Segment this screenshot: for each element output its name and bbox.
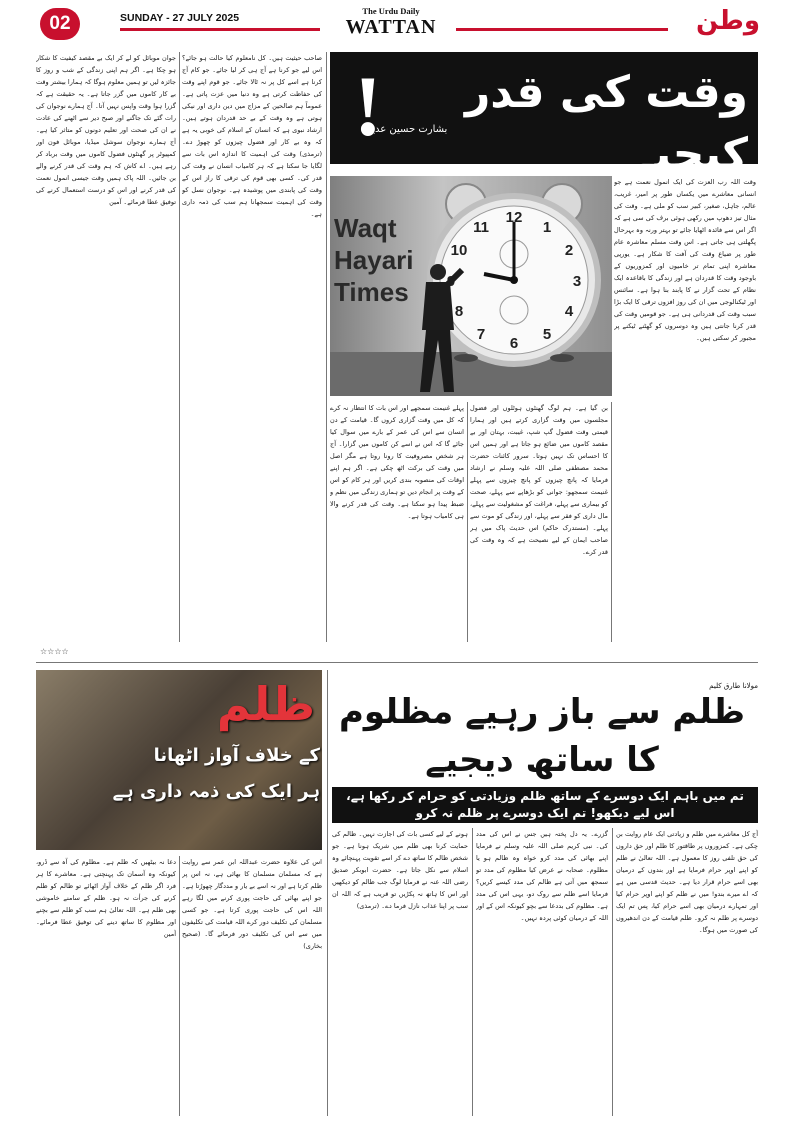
svg-text:5: 5 — [542, 326, 552, 343]
article1-headline-box — [330, 52, 758, 180]
protest-photo — [36, 670, 322, 850]
masthead — [36, 6, 760, 42]
masthead-rule-left — [120, 28, 320, 31]
article2-column-1: آج کل معاشرے میں ظلم و زیادتی ایک عام روایت بن چکی ہے۔ کمزوروں پر طاقتور کا ظلم اور حق داروں کی حق تلفی روز کا معمول ہے۔ اللہ تعالیٰ نے ظلم کو اپنے اوپر حرام فرمایا ہے اور بندوں کے درمیان بھی اسے حرام قرار دیا ہے۔ حدیث قدسی میں ہے کہ اے میرے بندو! میں نے ظلم کو اپنے اوپر حرام کیا اور تمہارے درمیان بھی اسے حرام کیا، پس تم ایک دوسرے پر ظلم نہ کرو۔ ظلم قیامت کے دن اندھیروں کی صورت میں ہوگا۔ — [616, 830, 758, 934]
article1-column-2: بن گیا ہے۔ ہم لوگ گھنٹوں ہوٹلوں اور فضول مجلسوں میں وقت گزاری کرتے ہیں اور ہمارا قیمتی وقت فضول گپ شپ، غیبت، بہتان اور بے مقصد کاموں میں ضائع ہو جاتا ہے اور ہمیں اس کا احساس تک نہیں ہوتا۔ سرور کائنات حضرت محمد مصطفی صلی اللہ علیہ وسلم نے ارشاد فرمایا کہ پانچ چیزوں کو پانچ چیزوں سے پہلے غنیمت سمجھو: جوانی کو بڑھاپے سے پہلے، صحت کو بیماری سے پہلے، فراغت کو مشغولیت سے پہلے، مال داری کو فقر سے پہلے، اور زندگی کو موت سے پہلے۔ (مستدرک حاکم) اس حدیث پاک میں ہر صاحب ایمان کے لیے نصیحت ہے کہ وہ وقت کی قدر کرے۔ — [470, 404, 608, 556]
article1-column-4: صاحب حیثیت ہیں۔ کل نامعلوم کیا حالت ہو جائے؟ اس لیے جو کرنا ہے آج ہی کر لیا جائے۔ جو کام آج کرنا ہے اسے کل پر نہ ٹالا جائے۔ جو قوم اپنے وقت کی حفاظت کرتی ہے وہ دنیا میں عزت پاتی ہے۔ عموماً ہم صالحین کے مزاج میں دین داری اور نیکی ہوتی ہے وہ وقت کے بے حد قدردان ہوتے ہیں۔ ارشاد نبوی ہے کہ انسان کے اسلام کی خوبی یہ ہے کہ وہ بے کار اور فضول چیزوں کو چھوڑ دے۔ (ترمذی) وقت کی اہمیت کا اندازہ اس بات سے لگایا جا سکتا ہے کہ ہر کامیاب انسان نے وقت کی قدر کی۔ کسی بھی قوم کی ترقی کا راز اس کے وقت کی پابندی میں پوشیدہ ہے۔ نوجوان نسل کو وقت کی اہمیت سمجھانا ہم سب کی ذمہ داری ہے۔ — [182, 54, 322, 218]
issue-date: SUNDAY - 27 JULY 2025 — [120, 12, 240, 24]
section-divider — [36, 662, 758, 663]
column-divider — [467, 402, 468, 642]
article2-author: مولانا طارق کلیم — [709, 682, 758, 690]
svg-text:3: 3 — [572, 273, 582, 290]
masthead-rule-right — [456, 28, 668, 31]
svg-text:6: 6 — [509, 335, 519, 352]
clock-photo — [330, 176, 612, 396]
column-divider — [327, 670, 328, 1116]
article1-title: وقت کی قدر کیجیے — [464, 67, 748, 180]
column-divider — [326, 52, 327, 642]
article2-column-3: ہونے کے لیے کسی بات کی اجازت نہیں۔ ظالم کی حمایت کرنا بھی ظلم میں شریک ہونا ہے۔ جو شخص ظالم کا ساتھ دے کر اسے تقویت پہنچائے وہ اسلام سے نکل جاتا ہے۔ حضرت ابوبکر صدیق رضی اللہ عنہ نے فرمایا لوگ جب ظالم کو دیکھیں اور اس کا ہاتھ نہ پکڑیں تو قریب ہے کہ اللہ ان سب پر اپنا عذاب نازل فرما دے۔ (ترمذی) — [332, 830, 468, 910]
article1-column-3: پہلے غنیمت سمجھے اور اس بات کا انتظار نہ کرے کہ کل میں وقت گزاری کروں گا۔ قیامت کے دن انسان سے اس کی عمر کے بارے میں سوال کیا جائے گا کہ اس نے اسے کن کاموں میں گزارا۔ آج ہر شخص مصروفیت کا رونا روتا ہے مگر اصل میں وقت کی برکت اٹھ چکی ہے۔ اگر ہم اپنے اوقات کی منصوبہ بندی کریں اور ہر کام کو اس کے وقت پر انجام دیں تو ہماری زندگی میں نظم و ضبط پیدا ہو سکتا ہے۔ وقت کی قدر کرنے والا ہی کامیاب ہوتا ہے۔ — [330, 404, 464, 520]
photo-watermark: Waqt Hayari Times — [334, 213, 414, 307]
svg-text:2: 2 — [564, 242, 574, 259]
column-divider — [179, 52, 180, 642]
daily-label: The Urdu Daily — [362, 6, 420, 16]
article2-column-5: دعا نہ بیٹھیں کہ ظلم ہے۔ مظلوم کی آہ سے ڈرو، کیونکہ وہ آسمان تک پہنچتی ہے۔ معاشرے کا ہر فرد اگر ظلم کے خلاف آواز اٹھائے تو ظالم کو ظلم کرنے کی جرأت نہ ہو۔ ظلم کے سامنے خاموشی بھی ظلم ہے۔ اللہ تعالیٰ ہم سب کو ظلم سے بچنے اور مظلوم کا ساتھ دینے کی توفیق عطا فرمائے۔ آمین — [36, 858, 176, 938]
article1-column-5: جوان موبائل کو لے کر ایک بے مقصد کیفیت کا شکار ہو چکا ہے۔ اگر ہم اپنی زندگی کے شب و روز کا جائزہ لیں تو ہمیں معلوم ہوگا کہ ہمارا بیشتر وقت بے کار کاموں میں گزر جاتا ہے۔ یہ حقیقت ہے کہ گزرا ہوا وقت واپس نہیں آتا۔ آج ہمارے نوجوان کی رات گئے تک جاگنے اور صبح دیر سے اٹھنے کی عادت نے ان کی صحت اور تعلیم دونوں کو متاثر کیا ہے۔ آج ہمارے نوجوان سوشل میڈیا، موبائل فون اور کمپیوٹر پر گھنٹوں فضول کاموں میں وقت برباد کر رہے ہیں۔ اے کاش کہ ہم وقت کی قدر کرنے والے بن جائیں۔ اللہ پاک ہمیں وقت جیسی انمول نعمت کی قدر کرنے اور اس کو درست استعمال کرنے کی توفیق عطا فرمائے۔ آمین — [36, 54, 176, 206]
article2-column-4: اس کی علاوہ حضرت عبداللہ ابن عمر سے روایت ہے کہ مسلمان مسلمان کا بھائی ہے، نہ اس پر ظلم کرتا ہے اور نہ اسے بے یار و مددگار چھوڑتا ہے۔ جو اپنے بھائی کی حاجت پوری کرنے میں لگا رہے اللہ اس کی حاجت پوری کرتا ہے۔ جو کسی مسلمان کی تکلیف دور کرے اللہ قیامت کی تکلیفوں میں سے اس کی تکلیف دور فرمائے گا۔ (صحیح بخاری) — [182, 858, 322, 950]
article1-author: بشارت حسین عدیل — [364, 124, 448, 135]
article2-title: ظلم سے باز رہیے مظلوم کا ساتھ دیجیے — [339, 692, 745, 780]
photo-caption-line-3: ہر ایک کی ذمہ داری ہے — [112, 781, 320, 802]
newspaper-name: WATTAN — [345, 16, 437, 38]
svg-text:7: 7 — [476, 326, 486, 343]
article1-end-stars: ☆☆☆☆ — [40, 647, 69, 656]
man-figure-icon — [410, 260, 466, 396]
article2-banner: تم میں باہم ایک دوسرے کے ساتھ ظلم وزیادتی کو حرام کر رکھا ہے، اس لیے دیکھو! تم ایک دوسرے پر ظلم نہ کرو — [332, 787, 758, 823]
article1-column-1: وقت اللہ رب العزت کی ایک انمول نعمت ہے جو انسانی معاشرے میں یکساں طور پر امیر، غریب، عالم، جاہل، صغیر، کبیر سب کو ملی ہے۔ وقت کی مثال تیز دھوپ میں رکھی ہوئی برف کی سی ہے کہ اگر اس سے فائدہ اٹھایا جائے تو بہتر ورنہ وہ بہرحال پگھلتی ہی جاتی ہے۔ اس وقت مسلم معاشرہ عام طور پر ضیاع وقت کی آفت کا شکار ہے۔ یورپی معاشرہ اپنی تمام تر خامیوں اور کمزوریوں کے باوجود وقت کا قدردان ہے اور زندگی کا باقاعدہ ایک نظام کے تحت گزار نے کا پابند بنا ہوا ہے۔ سائنس اور ٹیکنالوجی میں ان کی روز افزوں ترقی کا ایک بڑا سبب وقت کی قدردانی ہی ہے۔ جو قومیں وقت کی قدر کرنا جانتی ہیں وہ دوسروں کو گھٹنے ٹیکنے پر مجبور کر سکتی ہیں۔ — [614, 178, 756, 342]
svg-text:1: 1 — [542, 219, 552, 236]
photo-caption-word: ظلم — [216, 677, 316, 731]
urdu-logo: وطن — [695, 6, 760, 36]
article2-column-2: گزرے۔ یہ دل پختہ ہیں جس نے اس کی مدد کی۔ نبی کریم صلی اللہ علیہ وسلم نے فرمایا اپنے بھائی کی مدد کرو خواہ وہ ظالم ہو یا مظلوم۔ صحابہ نے عرض کیا مظلوم کی مدد تو سمجھ میں آتی ہے ظالم کی مدد کیسے کریں؟ فرمایا اسے ظلم سے روک دو، یہی اس کی مدد ہے۔ مظلوم کی بددعا سے بچو کیونکہ اس کے اور اللہ کے درمیان کوئی پردہ نہیں۔ — [476, 830, 608, 922]
column-divider — [612, 828, 613, 1116]
svg-text:11: 11 — [473, 219, 489, 236]
photo-caption-line-2: کے خلاف آواز اٹھانا — [153, 745, 320, 766]
exclamation-mark: ! — [353, 58, 383, 154]
svg-text:8: 8 — [454, 303, 464, 320]
column-divider — [611, 402, 612, 642]
svg-text:10: 10 — [450, 242, 468, 259]
svg-text:4: 4 — [564, 303, 574, 320]
svg-text:12: 12 — [505, 209, 523, 226]
column-divider — [472, 828, 473, 1116]
page-number: 02 — [40, 8, 80, 40]
column-divider — [179, 856, 180, 1116]
